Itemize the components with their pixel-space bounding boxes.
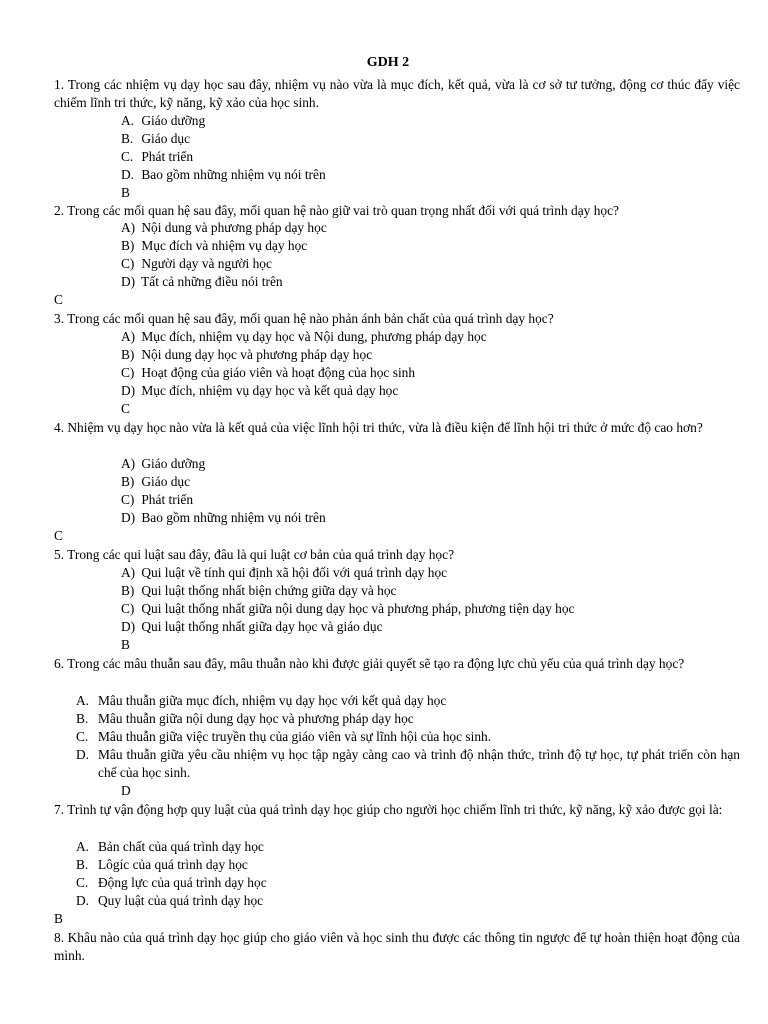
question-2-option-d: D) Tất cả những điều nói trên [121, 274, 283, 289]
question-1-option-c: C. Phát triển [121, 149, 194, 164]
question-6-option-c: C. Mâu thuẫn giữa việc truyền thụ của giáo viên và sự lĩnh hội của học sinh. [76, 729, 492, 744]
question-8-text: 8. Khâu nào của quá trình dạy học giúp cho giáo viên và học sinh thu được các thông tin ngược để tự hoàn thiện hoạt động của mình. [54, 930, 740, 963]
question-7-option-b: B. Lôgíc của quá trình dạy học [76, 857, 248, 872]
question-1-option-d: D. Bao gồm những nhiệm vụ nói trên [121, 167, 326, 182]
question-4-option-c: C) Phát triển [121, 492, 194, 507]
question-2-option-b: B) Mục đích và nhiệm vụ dạy học [121, 238, 308, 253]
question-7-option-c: C. Động lực của quá trình dạy học [76, 875, 267, 890]
question-5-option-c: C) Qui luật thống nhất giữa nội dung dạy học và phương pháp, phương tiện dạy học [121, 601, 575, 616]
question-5-text: 5. Trong các qui luật sau đây, đâu là qui luật cơ bản của quá trình dạy học? [54, 547, 455, 562]
question-5-option-d: D) Qui luật thống nhất giữa dạy học và giáo dục [121, 619, 383, 634]
question-6-answer: D [121, 783, 131, 798]
question-1-option-b: B. Giáo dục [121, 131, 191, 146]
question-7-option-a: A. Bản chất của quá trình dạy học [76, 839, 264, 854]
question-3-answer: C [121, 401, 130, 416]
question-7-option-d: D. Quy luật của quá trình dạy học [76, 893, 264, 908]
question-5-answer: B [121, 637, 130, 652]
question-2-text: 2. Trong các mối quan hệ sau đây, mối quan hệ nào giữ vai trò quan trọng nhất đối với quá trình dạy học? [54, 203, 619, 218]
question-3-option-a: A) Mục đích, nhiệm vụ dạy học và Nội dung, phương pháp dạy học [121, 329, 487, 344]
question-3-text: 3. Trong các mối quan hệ sau đây, mối quan hệ nào phản ánh bản chất của quá trình dạy học? [54, 311, 554, 326]
question-1-text: 1. Trong các nhiệm vụ dạy học sau đây, nhiệm vụ nào vừa là mục đích, kết quả, vừa là cơ sở tư tưởng, động cơ thúc đẩy việc chiếm lĩnh tri thức, kỹ năng, kỹ xảo của học sinh. [54, 77, 740, 110]
question-4-option-a: A) Giáo dưỡng [121, 456, 206, 471]
question-3-option-b: B) Nội dung dạy học và phương pháp dạy học [121, 347, 373, 362]
question-4-option-b: B) Giáo dục [121, 474, 191, 489]
question-7-answer: B [54, 911, 63, 926]
question-4-text: 4. Nhiệm vụ dạy học nào vừa là kết quả của việc lĩnh hội tri thức, vừa là điều kiện để lĩnh hội tri thức ở mức độ cao hơn? [54, 420, 703, 435]
question-3-option-c: C) Hoạt động của giáo viên và hoạt động của học sinh [121, 365, 416, 380]
question-5-option-b: B) Qui luật thống nhất biện chứng giữa dạy và học [121, 583, 397, 598]
document-title: GDH 2 [366, 55, 410, 70]
question-2-option-c: C) Người dạy và người học [121, 256, 272, 271]
question-3-option-d: D) Mục đích, nhiệm vụ dạy học và kết quả dạy học [121, 383, 399, 398]
question-6-text: 6. Trong các mâu thuẫn sau đây, mâu thuẫn nào khi được giải quyết sẽ tạo ra động lực chủ yếu của quá trình dạy học? [54, 656, 685, 671]
question-6-option-a: A. Mâu thuẫn giữa mục đích, nhiệm vụ dạy học với kết quả dạy học [76, 693, 447, 708]
question-4-option-d: D) Bao gồm những nhiệm vụ nói trên [121, 510, 326, 525]
question-4-answer: C [54, 528, 63, 543]
question-2-answer: C [54, 292, 63, 307]
question-1-option-a: A. Giáo dưỡng [121, 113, 206, 128]
question-5-option-a: A) Qui luật về tính qui định xã hội đối với quá trình dạy học [121, 565, 448, 580]
question-7-text: 7. Trình tự vận động hợp quy luật của quá trình dạy học giúp cho người học chiếm lĩnh tri thức, kỹ năng, kỹ xảo được gọi là: [54, 802, 723, 817]
question-6-option-b: B. Mâu thuẫn giữa nội dung dạy học và phương pháp dạy học [76, 711, 414, 726]
question-1-answer: B [121, 185, 130, 200]
question-6-option-d: D. Mâu thuẫn giữa yêu cầu nhiệm vụ học tập ngày càng cao và trình độ nhận thức, trình độ tự học, tự phát triển còn hạn chế của học sinh. [76, 747, 740, 780]
question-2-option-a: A) Nội dung và phương pháp dạy học [121, 220, 327, 235]
